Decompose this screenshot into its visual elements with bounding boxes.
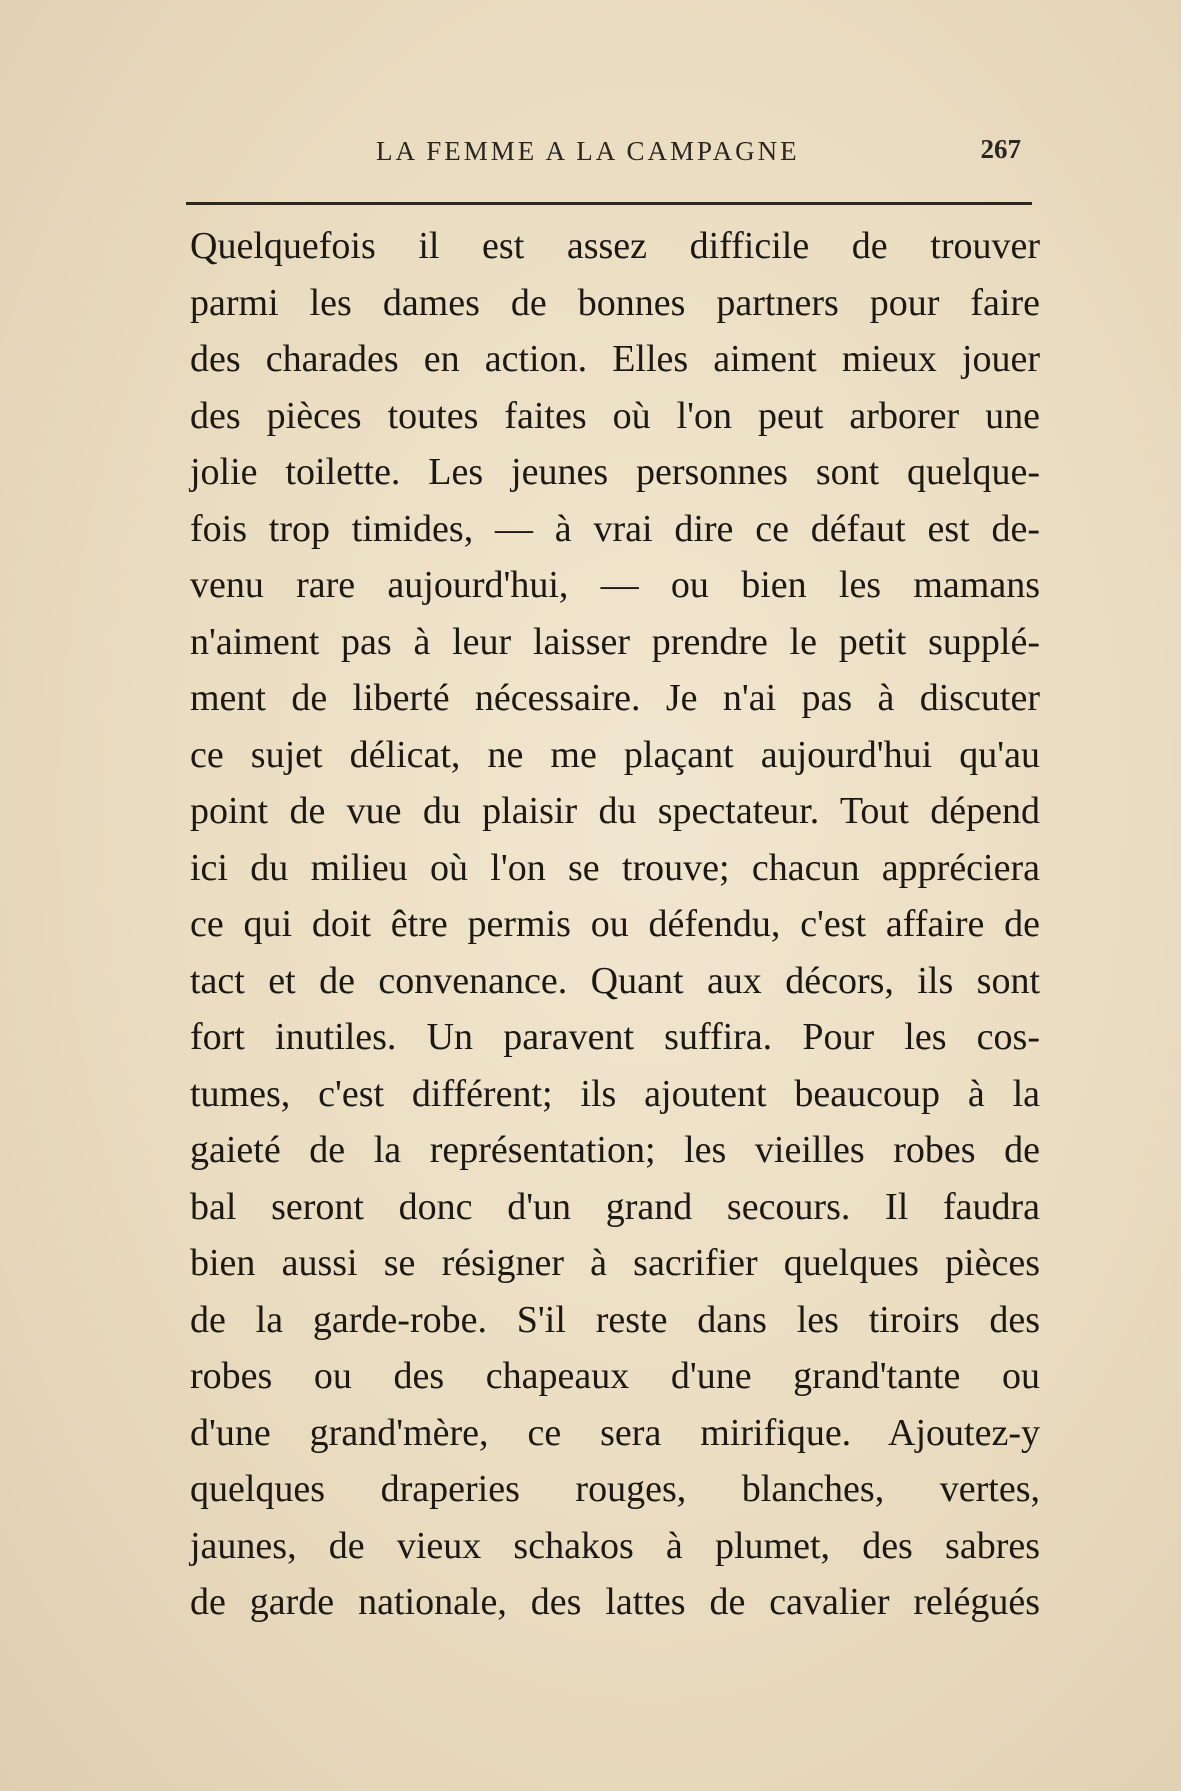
text-line: tumes, c'est différent; ils ajoutent beaucoup à la <box>190 1072 1040 1115</box>
text-line: point de vue du plaisir du spectateur. Tout dépend <box>190 790 1040 832</box>
text-line: jolie toilette. Les jeunes personnes sont quelque- <box>190 451 1040 493</box>
text-line: ce qui doit être permis ou défendu, c'est affaire de <box>190 903 1040 945</box>
text-line: quelques draperies rouges, blanches, vertes, <box>190 1468 1040 1510</box>
text-line: des pièces toutes faites où l'on peut arborer une <box>190 394 1040 437</box>
text-line: de garde nationale, des lattes de cavalier relégués <box>190 1581 1040 1623</box>
text-line: fois trop timides, — à vrai dire ce défaut est de- <box>190 507 1040 550</box>
text-line: robes ou des chapeaux d'une grand'tante ou <box>190 1355 1040 1397</box>
text-line: ment de liberté nécessaire. Je n'ai pas à discuter <box>190 677 1040 719</box>
text-line: fort inutiles. Un paravent suffira. Pour les cos- <box>190 1016 1040 1058</box>
text-line: venu rare aujourd'hui, — ou bien les mamans <box>190 564 1040 606</box>
text-line: bien aussi se résigner à sacrifier quelques pièces <box>190 1242 1040 1284</box>
body-text <box>190 218 1040 1631</box>
text-line: parmi les dames de bonnes partners pour faire <box>190 281 1040 324</box>
text-line: n'aiment pas à leur laisser prendre le petit supplé- <box>190 620 1040 663</box>
text-line: tact et de convenance. Quant aux décors, ils sont <box>190 959 1040 1002</box>
text-line: des charades en action. Elles aiment mieux jouer <box>190 338 1040 380</box>
text-line: bal seront donc d'un grand secours. Il faudra <box>190 1185 1040 1228</box>
running-title: LA FEMME A LA CAMPAGNE <box>376 136 800 166</box>
text-line: ce sujet délicat, ne me plaçant aujourd'hui qu'au <box>190 733 1040 776</box>
text-line: de la garde-robe. S'il reste dans les tiroirs des <box>190 1298 1040 1341</box>
page-number: 267 <box>980 134 1021 164</box>
text-line: gaieté de la représentation; les vieilles robes de <box>190 1129 1040 1171</box>
text-line: jaunes, de vieux schakos à plumet, des sabres <box>190 1524 1040 1567</box>
text-line: Quelquefois il est assez difficile de trouver <box>190 225 1040 267</box>
running-header <box>190 136 1035 176</box>
text-line: d'une grand'mère, ce sera mirifique. Ajoutez-y <box>190 1411 1040 1454</box>
header-rule <box>186 202 1032 205</box>
text-line: ici du milieu où l'on se trouve; chacun appréciera <box>190 846 1040 889</box>
